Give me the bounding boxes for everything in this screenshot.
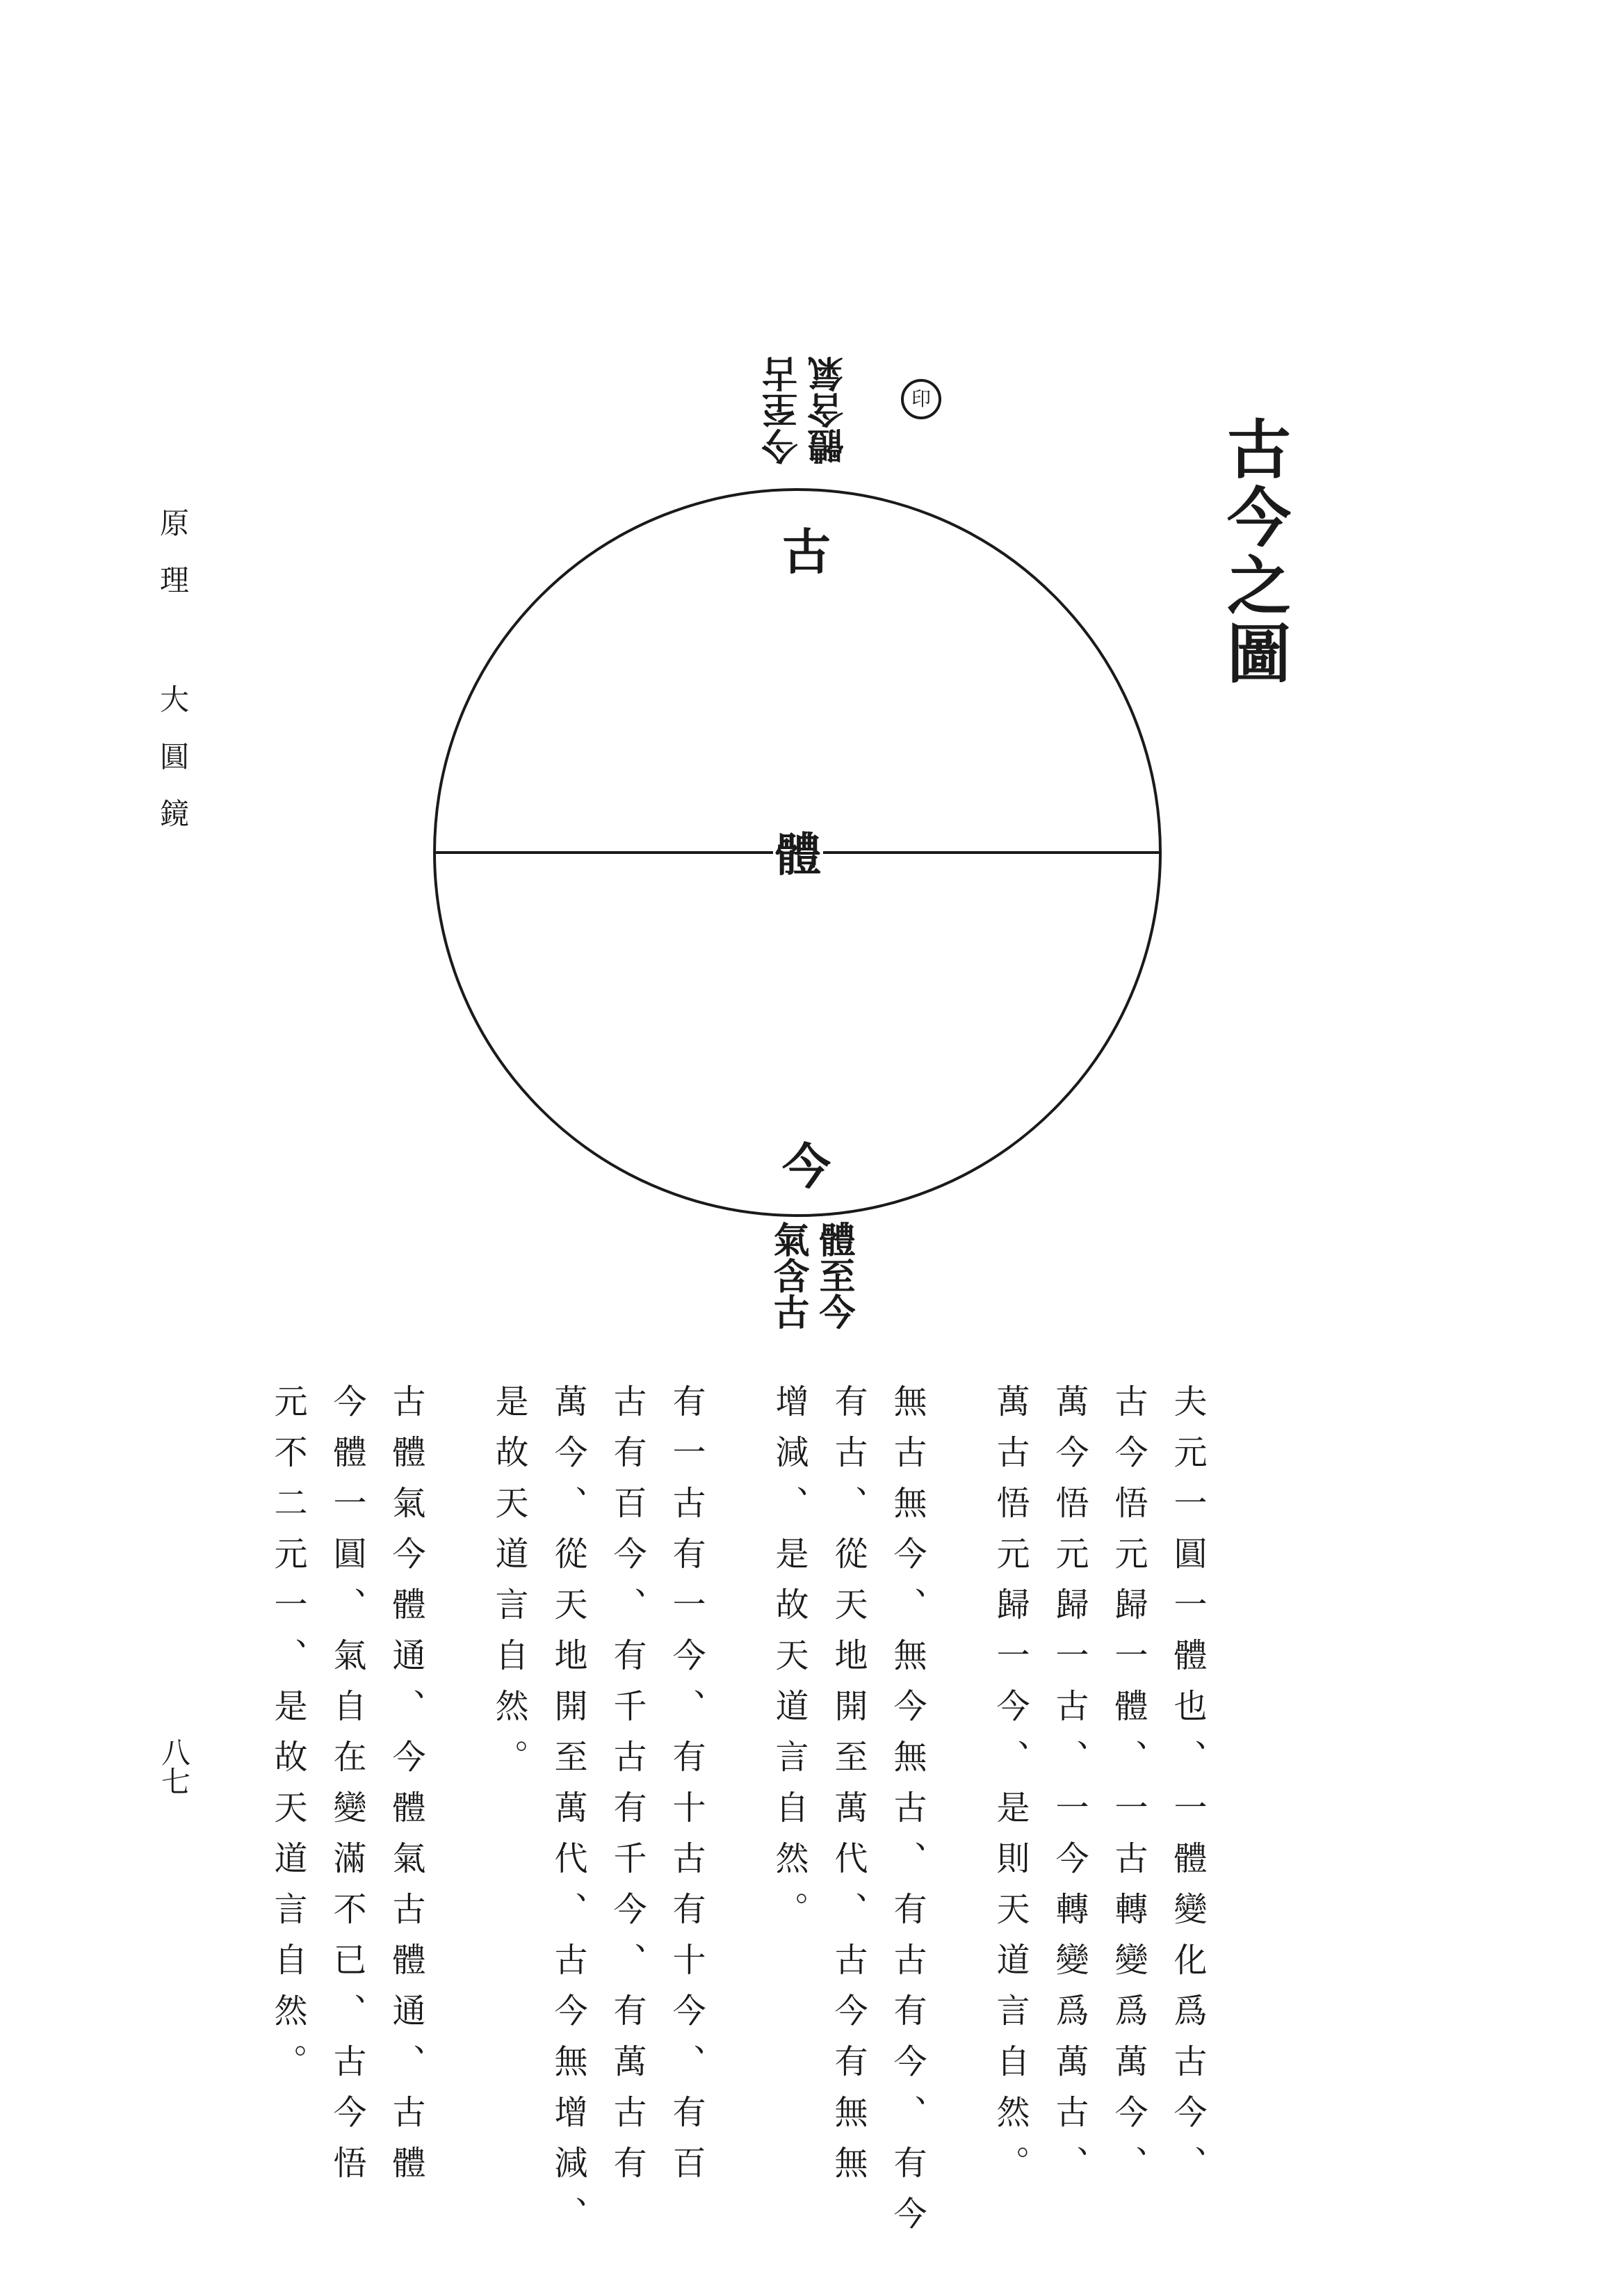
text-column: 無古無今、無今無古、有古有今、有今	[888, 1384, 927, 2247]
running-head: 原理 大圓鏡	[156, 508, 190, 828]
text-column: 夫元一圓一體也、一體變化爲古今、	[1168, 1384, 1207, 2196]
text-column: 增減、是故天道言自然。	[770, 1384, 809, 1942]
seal-stamp: 印	[901, 379, 941, 419]
bottom-inscription-line: 體至今	[813, 1221, 855, 1330]
center-label: 體	[775, 828, 821, 882]
text-column: 古今悟元歸一體、一古轉變爲萬今、	[1109, 1384, 1148, 2196]
paragraph-gap	[725, 1384, 750, 2247]
text-column: 古體氣今體通、今體氣古體通、古體	[387, 1384, 425, 2196]
bottom-label: 今	[782, 1138, 831, 1195]
page-title: 古今之圖	[1217, 416, 1292, 688]
text-column: 古有百今、有千古有千今、有萬古有	[608, 1384, 647, 2196]
text-column: 今體一圓、氣自在變滿不已、古今悟	[327, 1384, 366, 2196]
page-number: 八七	[157, 1737, 191, 1795]
text-column: 元不二元一、是故天道言自然。	[268, 1384, 307, 2095]
text-column: 萬古悟元歸一今、是則天道言自然。	[991, 1384, 1030, 2196]
text-column: 是故天道言自然。	[489, 1384, 528, 1790]
top-inscription-line: 今至古	[762, 356, 804, 465]
text-column: 萬今、從天地開至萬代、古今無增減、	[549, 1384, 587, 2247]
top-label: 古	[782, 523, 831, 581]
top-inscription-line: 體含氣	[808, 356, 850, 465]
text-column: 萬今悟元歸一古、一今轉變爲萬古、	[1050, 1384, 1089, 2196]
paragraph-gap	[445, 1384, 470, 2247]
top-inscription	[763, 356, 850, 465]
paragraph-gap	[946, 1384, 971, 2247]
bottom-inscription-line: 氣含古	[767, 1221, 809, 1330]
bottom-inscription	[768, 1221, 854, 1330]
body-text	[268, 1384, 1208, 2247]
text-column: 有一古有一今、有十古有十今、有百	[667, 1384, 706, 2196]
text-column: 有古、從天地開至萬代、古今有無無	[829, 1384, 868, 2196]
